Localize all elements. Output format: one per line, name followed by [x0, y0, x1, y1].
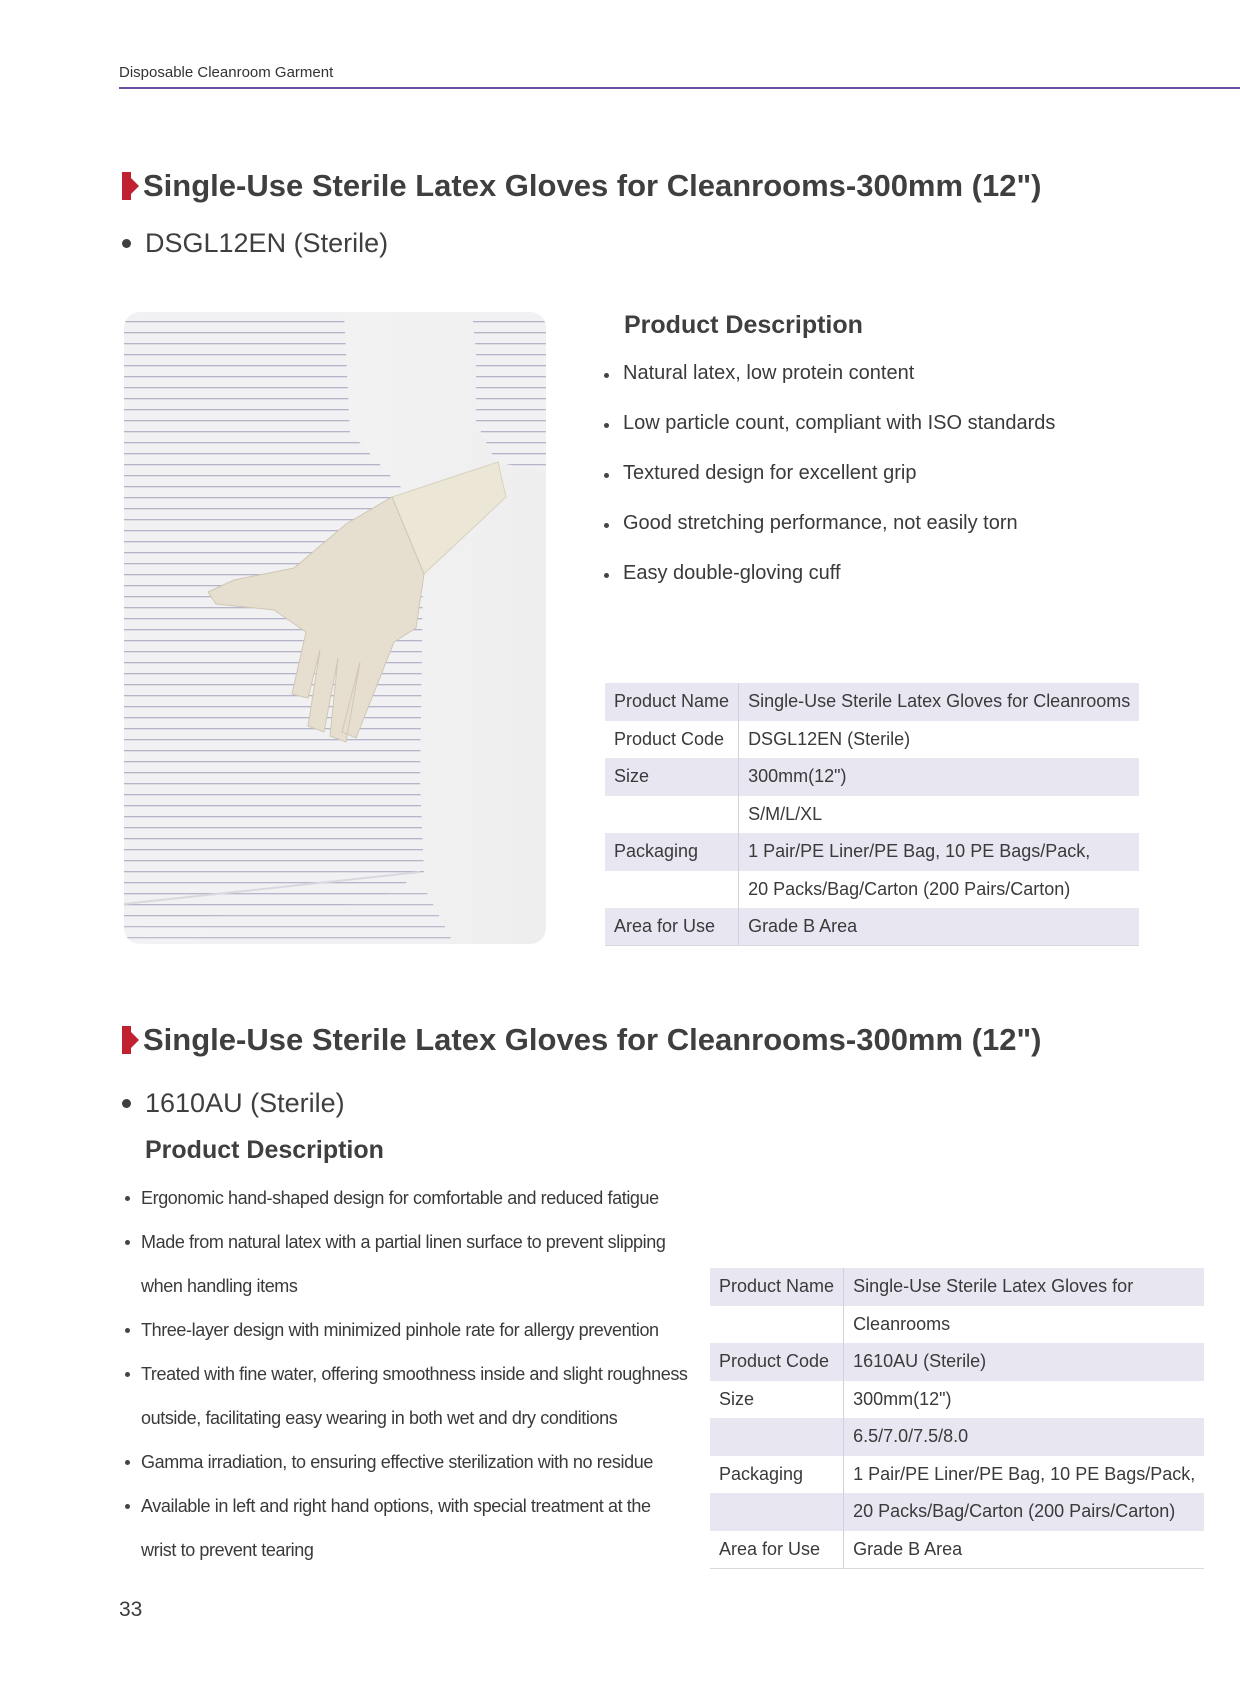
section2-bullet-list [122, 1176, 688, 1572]
section2-title [122, 1022, 1042, 1058]
spec-label-cell: Size [605, 758, 739, 796]
spec-value-cell: 1 Pair/PE Liner/PE Bag, 10 PE Bags/Pack, [739, 833, 1140, 871]
table-row [605, 721, 1139, 759]
list-item [600, 462, 1055, 512]
list-item [122, 1352, 688, 1440]
section2-code [122, 1088, 345, 1119]
section1-bullet-list [600, 362, 1055, 612]
list-item [122, 1176, 688, 1220]
spec-value-cell: 20 Packs/Bag/Carton (200 Pairs/Carton) [844, 1493, 1205, 1531]
spec-label-cell [605, 796, 739, 834]
spec-label-cell: Packaging [710, 1456, 844, 1494]
table-row [605, 871, 1139, 909]
spec-label-cell [710, 1493, 844, 1531]
list-item-text: Good stretching performance, not easily torn [623, 512, 1018, 534]
table-row [710, 1343, 1204, 1381]
bullet-dot-icon [125, 1504, 130, 1509]
spec-value-cell: 1 Pair/PE Liner/PE Bag, 10 PE Bags/Pack, [853, 1463, 1196, 1484]
list-item-text: Gamma irradiation, to ensuring effective sterilization with no residue [141, 1452, 653, 1472]
spec-value-cell: S/M/L/XL [748, 803, 823, 824]
spec-label-cell: Product Name [605, 683, 739, 721]
table-row [605, 796, 1139, 834]
product-photo [124, 312, 546, 944]
bullet-dot-icon [125, 1372, 130, 1377]
spec-value-cell: 300mm(12") [853, 1388, 952, 1409]
bullet-dot-icon [125, 1196, 130, 1201]
spec-label-cell [710, 1418, 844, 1456]
spec-value-cell: 1610AU (Sterile) [844, 1343, 1205, 1381]
table-row [710, 1531, 1204, 1569]
bullet-dot-icon [604, 523, 609, 528]
table-row [710, 1306, 1204, 1344]
spec-value-cell: 6.5/7.0/7.5/8.0 [844, 1418, 1205, 1456]
bullet-dot-icon [604, 423, 609, 428]
spec-value-cell: 300mm(12") [739, 758, 1140, 796]
bullet-dot-icon [604, 573, 609, 578]
spec-value-cell: Single-Use Sterile Latex Gloves for Cleanrooms [739, 683, 1140, 721]
bullet-dot-icon [604, 373, 609, 378]
spec-value-cell: Grade B Area [739, 908, 1140, 946]
spec-label-cell: Product Code [605, 721, 739, 759]
list-item-text: Available in left and right hand options, with special treatment at the [141, 1496, 651, 1516]
list-item-text: Three-layer design with minimized pinhole rate for allergy prevention [141, 1320, 659, 1340]
table-row [710, 1493, 1204, 1531]
spec-value-cell: Grade B Area [844, 1531, 1205, 1569]
list-item-text: Made from natural latex with a partial linen surface to prevent slipping [141, 1232, 666, 1252]
running-header: Disposable Cleanroom Garment [119, 64, 334, 81]
spec-value-cell: Single-Use Sterile Latex Gloves for [844, 1268, 1205, 1306]
list-item [600, 512, 1055, 562]
list-item [122, 1308, 688, 1352]
spec-value-cell: DSGL12EN (Sterile) [748, 728, 911, 749]
title-marker-icon [122, 1026, 136, 1054]
table-row [605, 683, 1139, 721]
section2-code-text: 1610AU (Sterile) [145, 1088, 345, 1118]
bullet-dot-icon [125, 1328, 130, 1333]
section2-spec-table [710, 1268, 1204, 1569]
section1-code-text: DSGL12EN (Sterile) [145, 228, 389, 258]
spec-label-cell: Area for Use [605, 908, 739, 946]
section1-title [122, 168, 1042, 204]
table-row [710, 1456, 1204, 1494]
title-marker-icon [122, 172, 136, 200]
section1-code [122, 228, 388, 259]
list-item-text: Easy double-gloving cuff [623, 562, 841, 584]
bullet-dot-icon [125, 1460, 130, 1465]
list-item [122, 1220, 688, 1308]
spec-label-cell: Product Name [710, 1268, 844, 1306]
table-row [710, 1381, 1204, 1419]
section2-desc-heading: Product Description [145, 1136, 384, 1164]
list-item-text: Treated with fine water, offering smoothness inside and slight roughness [141, 1364, 688, 1384]
table-row [710, 1418, 1204, 1456]
list-item [122, 1484, 688, 1572]
table-row [605, 908, 1139, 946]
list-item-text: when handling items [141, 1276, 298, 1296]
list-item [600, 412, 1055, 462]
page-number: 33 [119, 1598, 143, 1621]
list-item-text: Low particle count, compliant with ISO standards [623, 412, 1056, 434]
header-rule [119, 87, 1240, 89]
spec-value-cell: 20 Packs/Bag/Carton (200 Pairs/Carton) [748, 878, 1071, 899]
section1-spec-table [605, 683, 1139, 946]
bullet-dot-icon [122, 1099, 131, 1108]
glove-illustration [124, 312, 546, 944]
spec-label-cell: Product Code [710, 1343, 844, 1381]
list-item-text: Natural latex, low protein content [623, 362, 915, 384]
spec-label-cell: Packaging [605, 833, 739, 871]
spec-label-cell: Size [710, 1381, 844, 1419]
bullet-dot-icon [125, 1240, 130, 1245]
list-item-text: Ergonomic hand-shaped design for comfortable and reduced fatigue [141, 1188, 659, 1208]
table-row [710, 1268, 1204, 1306]
spec-label-cell: Area for Use [710, 1531, 844, 1569]
list-item [122, 1440, 688, 1484]
list-item-text: Textured design for excellent grip [623, 462, 917, 484]
section1-desc-heading: Product Description [624, 311, 863, 339]
table-row [605, 833, 1139, 871]
table-row [605, 758, 1139, 796]
spec-label-cell [710, 1306, 844, 1344]
list-item-text: outside, facilitating easy wearing in both wet and dry conditions [141, 1408, 618, 1428]
bullet-dot-icon [122, 239, 131, 248]
bullet-dot-icon [604, 473, 609, 478]
spec-label-cell [605, 871, 739, 909]
spec-value-cell: Cleanrooms [853, 1313, 951, 1334]
list-item [600, 362, 1055, 412]
section1-title-text: Single-Use Sterile Latex Gloves for Cleanrooms-300mm (12") [143, 168, 1042, 203]
section2-title-text: Single-Use Sterile Latex Gloves for Cleanrooms-300mm (12") [143, 1022, 1042, 1057]
list-item [600, 562, 1055, 612]
list-item-text: wrist to prevent tearing [141, 1540, 314, 1560]
